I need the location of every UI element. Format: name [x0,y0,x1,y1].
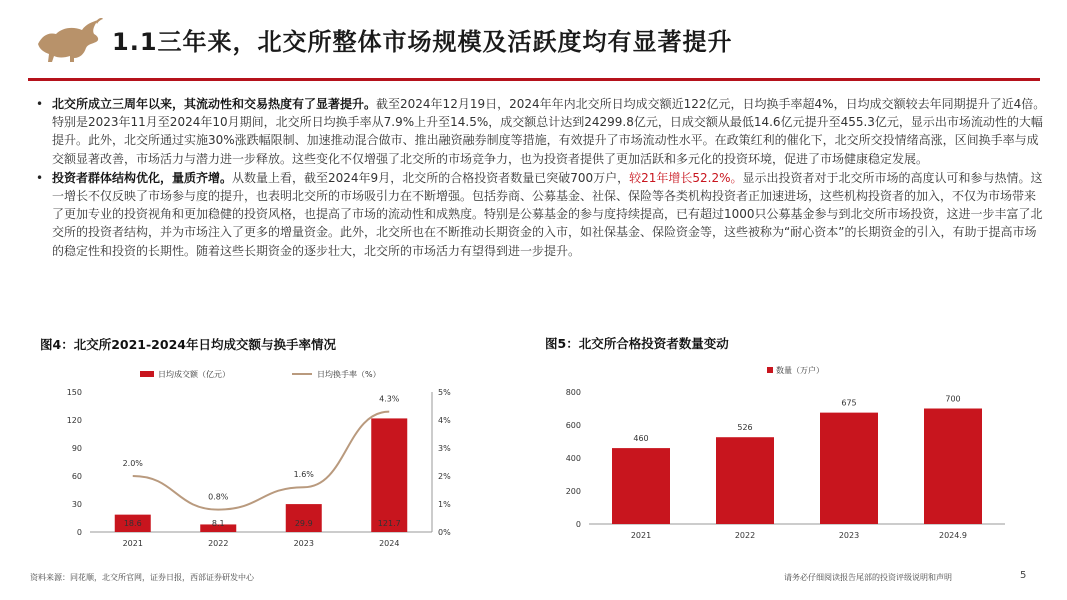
legend-swatch-bar [140,371,154,377]
x-tick-label: 2021 [122,539,143,548]
bullet-text: 显示出投资者对于北交所市场的高度认可和参与热情。这一增长不仅反映了市场参与度的提升，也表明北交所的市场吸引力在不断增强。包括券商、公募基金、社保、保险等各类机构投资者正加速进场，这些机构投资者的加入，不仅为市场带来了更加专业的投资视角和更加稳健的投资风格，也提高了市场的流动性和成熟度。特别是公募基金的参与度持续提高，已有超过1000只公募基金参与到北交所市场投资，这进一步丰富了北交所的投资者结构，并为市场注入了更多的增量资金。此外，北交所也在不断推动长期资金的入市，如社保基金、保险资金等，这些被称为“耐心资本”的长期资金的引入，有助于提高市场的稳定性和投资的长期性。随着这些长期资金的逐步壮大，北交所的市场活力有望得到进一步提升。 [52,170,1043,258]
page-number: 5 [1020,570,1027,581]
y-right-tick-label: 0% [438,528,451,537]
y-right-tick-label: 1% [438,500,451,509]
legend-label-bar: 日均成交额（亿元） [158,370,230,379]
line-data-label: 1.6% [293,470,314,480]
source-note: 资料来源：同花顺，北交所官网，证券日报，西部证券研发中心 [30,573,254,582]
y-tick-label: 400 [565,454,581,463]
bar [716,437,774,524]
y-right-tick-label: 3% [438,444,451,453]
y-left-tick-label: 90 [71,444,82,453]
bar [371,418,407,532]
y-left-tick-label: 120 [66,416,82,425]
bar-data-label: 29.9 [294,519,313,528]
bar-data-label: 8.1 [211,519,225,528]
y-tick-label: 800 [565,388,581,397]
bar-data-label: 526 [737,423,753,433]
bar [612,448,670,524]
bar-data-label: 460 [633,434,649,444]
x-tick-label: 2021 [630,531,652,540]
y-tick-label: 200 [565,487,581,496]
page-title: 1.1三年来，北交所整体市场规模及活跃度均有显著提升 [112,28,733,56]
legend-label-line: 日均换手率（%） [317,370,381,379]
y-right-tick-label: 2% [438,472,451,481]
highlight-growth: 较21年增长52.2%。 [629,170,743,185]
bullet-liquidity [36,95,1046,168]
y-left-tick-label: 0 [76,528,82,537]
y-tick-label: 600 [565,421,581,430]
disclaimer-note: 请务必仔细阅读报告尾部的投资评级说明和声明 [784,573,952,582]
x-tick-label: 2023 [838,531,860,540]
figure-5-title: 图5：北交所合格投资者数量变动 [545,336,729,351]
bullet-lead: 投资者群体结构优化，量质齐增。 [52,170,233,185]
x-tick-label: 2022 [734,531,756,540]
y-tick-label: 0 [575,520,581,529]
bullet-text: 从数量上看，截至2024年9月，北交所的合格投资者数量已突破700万户， [232,170,630,185]
figure-4-title: 图4：北交所2021-2024年日均成交额与换手率情况 [40,337,336,352]
legend-label-bar: 数量（万户） [776,366,824,375]
investor-count-chart [545,362,1025,552]
x-tick-label: 2024.9 [939,531,967,540]
y-right-tick-label: 4% [438,416,451,425]
line-data-label: 4.3% [379,394,400,404]
bullet-investors [36,169,1046,260]
y-left-tick-label: 30 [71,500,82,509]
turnover-line [133,412,390,510]
bull-logo-icon [34,14,104,66]
title-divider [28,78,1040,81]
bullet-text: 截至2024年12月19日，2024年年内北交所日均成交额近122亿元，日均换手率超4%，日均成交额较去年同期提升了近4倍。特别是2023年11月至2024年10月期间，北交所日均换手率从7.9%上升至14.5%，成交额总计达到24299.8亿元，日成交额从最低14.6亿元提升至455.3亿元，显示出市场流动性的大幅提升。此外，北交所通过实施30%涨跌幅限制、加速推动混合做市、推出融资融券制度等措施，有效提升了市场流动性水平。在政策红利的催化下，北交所交投情绪高涨，区间换手率与成交额显著改善，市场活力与潜力进一步释放。这些变化不仅增强了北交所的市场竞争力，也为投资者提供了更加活跃和多元化的投资环境，促进了市场健康稳定发展。 [52,97,1046,166]
bar-data-label: 18.6 [123,519,142,528]
bullet-list [36,95,1046,261]
y-left-tick-label: 150 [66,388,82,397]
legend-swatch-bar [767,367,773,373]
x-tick-label: 2022 [208,539,229,548]
y-left-tick-label: 60 [71,472,82,481]
bar-data-label: 121.7 [377,519,401,528]
bar [820,413,878,524]
y-right-tick-label: 5% [438,388,451,397]
turnover-chart [40,362,480,552]
line-data-label: 0.8% [208,492,229,502]
bar [924,409,982,525]
x-tick-label: 2024 [379,539,400,548]
line-data-label: 2.0% [122,459,143,468]
bar-data-label: 700 [945,394,961,404]
bar-data-label: 675 [841,398,857,408]
bullet-lead: 北交所成立三周年以来，其流动性和交易热度有了显著提升。 [52,97,377,111]
x-tick-label: 2023 [293,539,314,548]
